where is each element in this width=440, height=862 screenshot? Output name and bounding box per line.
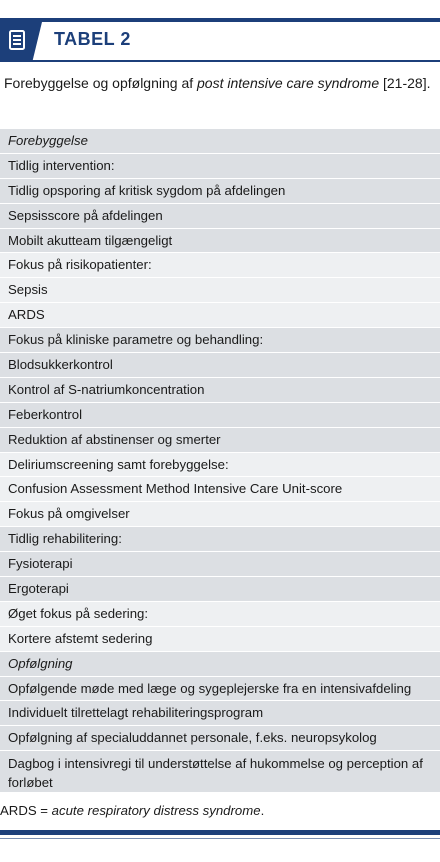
table-row: Ergoterapi — [0, 577, 440, 602]
table-row: Kontrol af S-natriumkoncentration — [0, 378, 440, 403]
caption-prefix: Forebyggelse og opfølgning af — [4, 75, 198, 91]
table-body — [0, 129, 440, 793]
caption-italic: post intensive care syndrome — [197, 75, 380, 91]
table-row: Blodsukkerkontrol — [0, 353, 440, 378]
table-footnote — [0, 801, 264, 821]
table-row: Fysioterapi — [0, 552, 440, 577]
bottom-rule — [0, 830, 440, 835]
table-row: Deliriumscreening samt forebyggelse: — [0, 453, 440, 478]
table-row: Forebyggelse — [0, 129, 440, 154]
bottom-rule-thin — [0, 838, 440, 839]
table-row: Fokus på kliniske parametre og behandling: — [0, 328, 440, 353]
table-row: Kortere afstemt sedering — [0, 627, 440, 652]
table-row: Individuelt tilrettelagt rehabiliteringsprogram — [0, 701, 440, 726]
table-row: Feberkontrol — [0, 403, 440, 428]
footnote-prefix: ARDS = — [0, 803, 52, 818]
footnote-suffix: . — [260, 803, 265, 818]
table-row: Reduktion af abstinenser og smerter — [0, 428, 440, 453]
table-row: Tidlig intervention: — [0, 154, 440, 179]
table-row: Tidlig rehabilitering: — [0, 527, 440, 552]
table-title: TABEL 2 — [54, 29, 131, 49]
footnote-italic: acute respiratory distress syndrome — [51, 803, 261, 818]
table-row: Confusion Assessment Method Intensive Care Unit-score — [0, 477, 440, 502]
table-row: Fokus på omgivelser — [0, 502, 440, 527]
table-row: Dagbog i intensivregi til understøttelse af hukommelse og perception af forløbet — [0, 751, 440, 793]
table-row: Sepsisscore på afdelingen — [0, 204, 440, 229]
table-row: Mobilt akutteam tilgængeligt — [0, 229, 440, 254]
table-row: ARDS — [0, 303, 440, 328]
table-row: Opfølgning af specialuddannet personale, f.eks. neuropsykolog — [0, 726, 440, 751]
table-row: Sepsis — [0, 278, 440, 303]
table-row: Tidlig opsporing af kritisk sygdom på afdelingen — [0, 179, 440, 204]
table-row: Opfølgning — [0, 652, 440, 677]
table-row: Øget fokus på sedering: — [0, 602, 440, 627]
caption-suffix: [21-28]. — [379, 75, 431, 91]
table-header — [0, 18, 440, 62]
table-caption — [4, 72, 434, 94]
table-row: Fokus på risikopatienter: — [0, 253, 440, 278]
table-row: Opfølgende møde med læge og sygeplejerske fra en intensivafdeling — [0, 677, 440, 702]
document-list-icon — [0, 22, 42, 60]
